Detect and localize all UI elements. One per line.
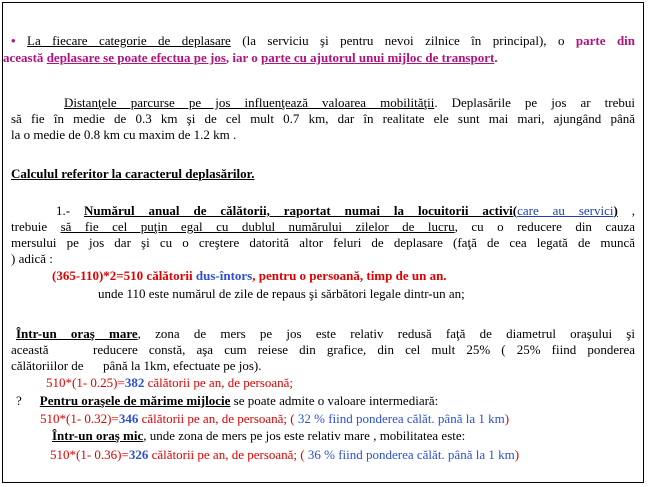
big-city-line-3: călătoriilor de până la 1km, efectuate pe jos). — [11, 358, 262, 373]
bullet-text: La fiecare categorie de deplasare — [27, 33, 231, 48]
bullet-text: (la serviciu şi pentru nevoi zilnice în principal), o — [230, 33, 576, 48]
bullet-highlight: , iar o — [225, 50, 262, 65]
small-city-calc: 510*(1- 0.36)=326 călătorii pe an, de persoană; ( 36 % fiind ponderea călăt. până la 1 km) — [50, 447, 520, 462]
small-city-line: Într-un oraş mic, unde zona de mers pe jos este relativ mare , mobilitatea este: — [52, 428, 466, 443]
bullet-icon: • — [11, 33, 16, 48]
bullet-line-1 — [11, 33, 635, 49]
question-mark: ? — [16, 393, 22, 408]
big-city-line-2: această reducere constă, aşa cum reiese din grafice, din cel mult 25% ( 25% fiind ponderea — [11, 342, 635, 357]
calc-heading: Calculul referitor la caracterul deplasărilor. — [11, 166, 255, 181]
point1-line-3: mersului pe jos dar şi cu o creştere datorită altor feluri de deplasare (faţă de cea legată de muncă — [11, 235, 635, 250]
medium-city-line: ? Pentru oraşele de mărime mijlocie se poate admite o valoare intermediară: — [16, 393, 439, 408]
big-city-line-1: Într-un oraş mare, zona de mers pe jos este relativ redusă faţă de diametrul oraşului şi — [16, 326, 635, 341]
distances-line-3: la o medie de 0.8 km cu maxim de 1.2 km . — [11, 127, 237, 142]
medium-city-calc: 510*(1- 0.32)=346 călătorii pe an, de persoană; ( 32 % fiind ponderea călăt. până la 1 km) — [40, 411, 510, 426]
formula-line: (365-110)*2=510 călătorii dus-întors, pentru o persoană, timp de un an. — [52, 268, 447, 283]
point1-line-2: trebuie să fie cel puţin egal cu dublul numărului zilelor de lucru, cu o reducere din cauza — [11, 219, 636, 234]
formula-note: unde 110 este numărul de zile de repaus şi sărbători legale dintr-un an; — [98, 286, 465, 301]
bullet-line-2: această deplasare se poate efectua pe jos, iar o parte cu ajutorul unui mijloc de transport. — [3, 50, 498, 65]
bullet-highlight: parte cu ajutorul unui mijloc de transport — [261, 50, 495, 65]
bullet-highlight: parte din — [575, 33, 636, 48]
point1-line-1: 1.- Numărul anual de călătorii, raportat numai la locuitorii activi(care au servici) , — [56, 203, 635, 218]
bullet-highlight: deplasare se poate efectua pe jos — [46, 50, 226, 65]
bullet-highlight: această — [3, 50, 44, 65]
distances-line-1: Distanţele parcurse pe jos influenţează valoarea mobilităţii. Deplasările pe jos ar trebui — [64, 95, 636, 110]
big-city-calc: 510*(1- 0.25)=382 călătorii pe an, de persoană; — [46, 375, 294, 390]
point1-line-4: ) adică : — [11, 251, 53, 266]
distances-line-2: să fie în medie de 0.3 km şi de cel mult 0.7 km, dar în realitate ele sunt mai mari, ajungând până — [11, 111, 635, 126]
